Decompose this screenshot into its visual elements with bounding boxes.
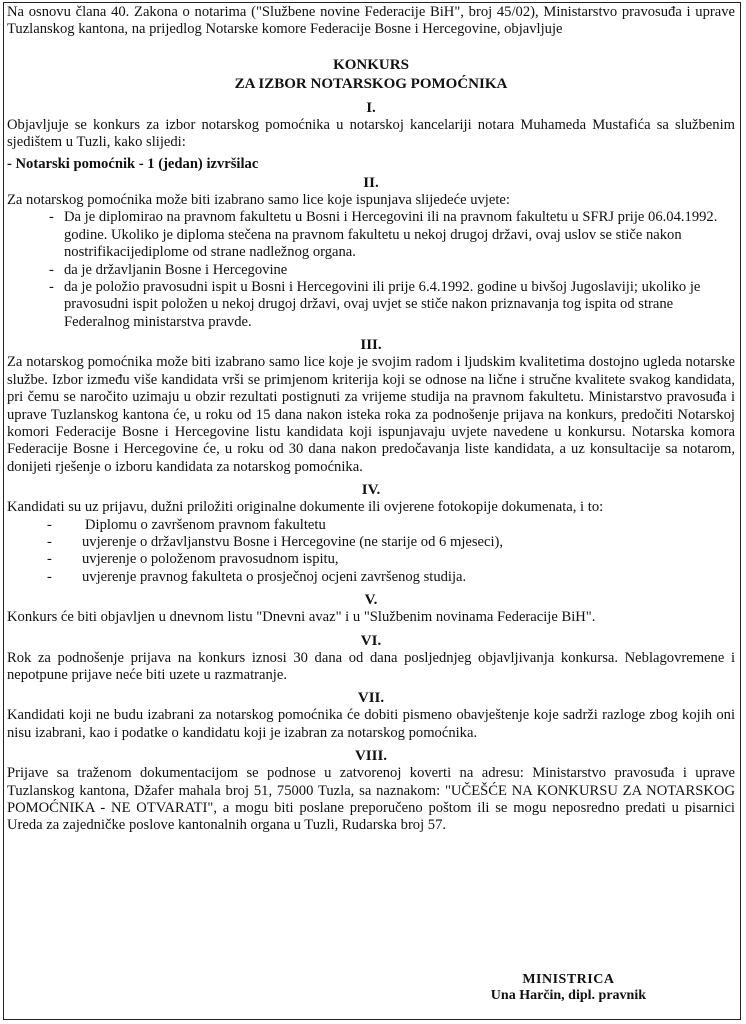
section-heading-vi: VI. bbox=[360, 632, 382, 649]
section-v-text: Konkurs će biti objavljen u dnevnom listu "Dnevni avaz" i u "Službenim novinama Federacije BiH". bbox=[7, 609, 596, 626]
document-item: - Diplomu o završenom pravnom fakultetu bbox=[47, 516, 326, 533]
section-heading-iv: IV. bbox=[361, 482, 381, 499]
document-title: KONKURS bbox=[333, 56, 409, 73]
section-heading-ii: II. bbox=[363, 175, 379, 192]
requirements-list bbox=[7, 209, 735, 331]
requirement-item: - Da je diplomirao na pravnom fakultetu u Bosni i Hercegovini ili na pravnom fakultetu u SFRJ prije 06.04.1992. godine. Ukoliko je diploma stečena na pravnom fakultetu u nekoj drugoj državi, ovaj uslov se stiče nakon nostrifikacijediplome od strane nadležnog organa. bbox=[49, 209, 718, 261]
document-item: - uvjerenje o položenom pravosudnom ispitu, bbox=[47, 551, 339, 568]
section-i-text: Objavljuje se konkurs za izbor notarskog pomoćnika u notarskoj kancelariji notara Muhameda Mustafića sa službenim sjedištem u Tuzli, kako slijedi: bbox=[7, 116, 735, 151]
section-vi-text: Rok za podnošenje prijava na konkurs iznosi 30 dana od dana posljednjeg objavljivanja konkursa. Neblagovremene i nepotpune prijave neće biti uzete u razmatranje. bbox=[7, 649, 735, 683]
documents-list bbox=[7, 517, 735, 587]
signature-name: Una Harčin, dipl. pravnik bbox=[490, 988, 646, 1003]
section-heading-iii: III. bbox=[360, 337, 382, 354]
signature-block bbox=[491, 972, 646, 1004]
position-line: - Notarski pomoćnik - 1 (jedan) izvršilac bbox=[7, 155, 259, 172]
document-item: - uvjerenje o državljanstvu Bosne i Hercegovine (ne starije od 6 mjeseci), bbox=[47, 533, 504, 550]
section-vii-text: Kandidati koji ne budu izabrani za notarskog pomoćnika će dobiti pismeno obavještenje koje sadrži razloge zbog kojih oni nisu izabrani, kao i podatke o kandidatu koji je izabran za notarskog pomoćnika. bbox=[7, 707, 735, 741]
section-viii-text: Prijave sa traženom dokumentacijom se podnose u zatvorenoj koverti na adresu: Ministarstvo pravosuđa i uprave Tuzlanskog kantona, Džafer mahala broj 51, 75000 Tuzla, sa naznakom: "UČEŠĆE NA KONKURSU ZA NOTARSKOG POMOĆNIKA - NE OTVARATI", a mogu biti poslane preporučeno poštom ili se mogu neposredno predati u pisarnici Ureda za zajedničke poslove kantonalnih organa u Tuzli, Rudarska broj 57. bbox=[7, 765, 735, 834]
section-ii-text: Za notarskog pomoćnika može biti izabrano samo lice koje ispunjava slijedeće uvjete: bbox=[7, 192, 510, 209]
section-iii-text: Za notarskog pomoćnika može biti izabrano samo lice koje je svojim radom i ljudskim kvalitetima dostojno ugleda notarske službe. Izbor između više kandidata vrši se primjenom kriterija koji se odnose na lične i stručne kvalitete svakog kandidata, pri čemu se naročito uzimaju u obzir rezultati postignuti za vrijeme studija na pravnom fakultetu. Ministarstvo pravosuđa i uprave Tuzlanskog kantona će, u roku od 15 dana nakon isteka roka za podnošenje prijava na konkurs, predočiti Notarskoj komori Federacije Bosne i Hercegovine listu kandidata koji ispunjavaju uvjete navedene u konkursu. Notarska komora Federacije Bosne i Hercegovine će, u roku od 30 dana nakon predočavanja liste kandidata, a uz konsultacije sa notarom, donijeti rješenje o izboru kandidata za notarskog pomoćnika. bbox=[7, 354, 735, 475]
section-heading-vii: VII. bbox=[357, 690, 385, 707]
section-heading-i: I. bbox=[366, 99, 376, 116]
section-iv-text: Kandidati su uz prijavu, dužni priložiti originalne dokumente ili ovjerene fotokopije dokumenata, i to: bbox=[7, 499, 604, 516]
document-item: - uvjerenje pravnog fakulteta o prosječnoj ocjeni završenog studija. bbox=[47, 568, 467, 585]
requirement-item: - da je položio pravosudni ispit u Bosni i Hercegovini ili prije 6.4.1992. godine u bivšoj Jugoslaviji; ukoliko je pravosudni ispit položen u nekoj drugoj državi, ovaj uvjet se stiče nakon priznavanja tog ispita od strane Federalnog ministarstva pravde. bbox=[49, 279, 701, 330]
section-heading-viii: VIII. bbox=[354, 748, 388, 765]
section-heading-v: V. bbox=[364, 592, 378, 609]
document-subtitle: ZA IZBOR NOTARSKOG POMOĆNIKA bbox=[234, 75, 508, 92]
requirement-item: - da je državljanin Bosne i Hercegovine bbox=[49, 261, 288, 278]
announcement-body bbox=[7, 4, 735, 835]
signature-title: MINISTRICA bbox=[522, 972, 615, 987]
intro-paragraph: Na osnovu člana 40. Zakona o notarima ("Službene novine Federacije BiH", broj 45/02), Ministarstvo pravosuđa i uprave Tuzlanskog kantona, na prijedlog Notarske komore Federacije Bosne i Hercegovine, objavljuje bbox=[7, 4, 735, 38]
